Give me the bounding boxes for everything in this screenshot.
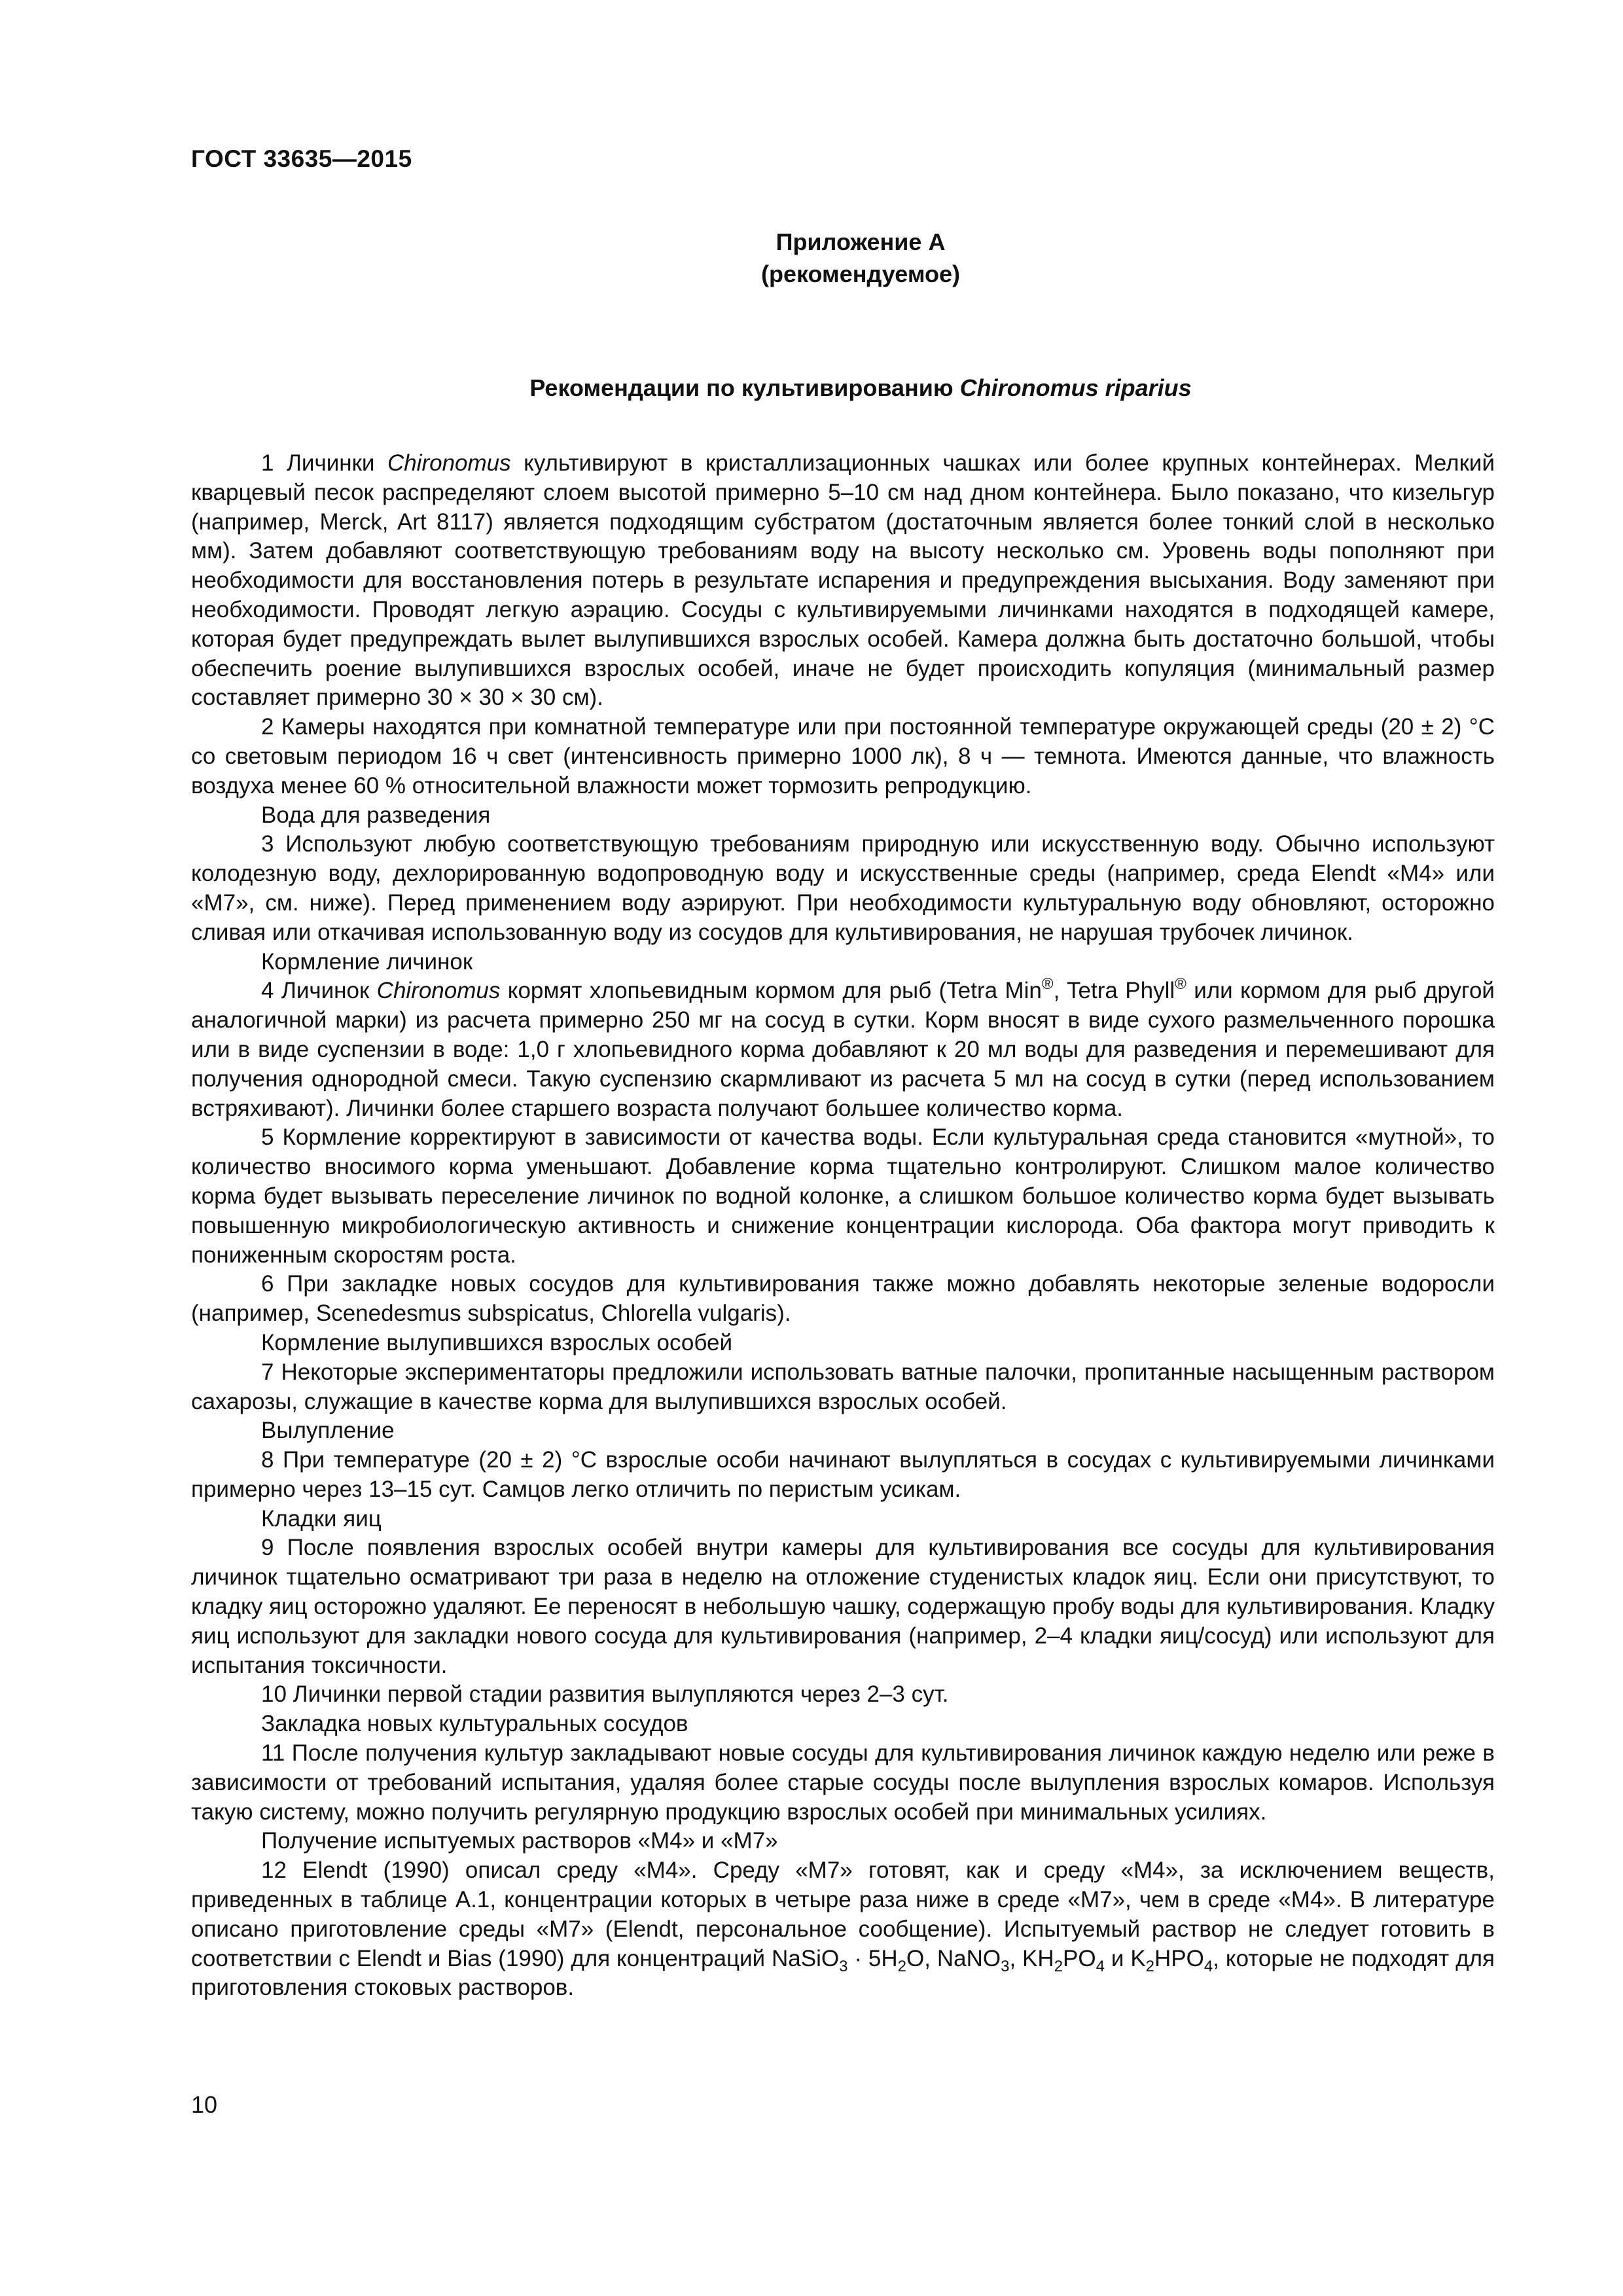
- paragraph-10: 10 Личинки первой стадии развития вылупляются через 2–3 сут.: [261, 1681, 949, 1708]
- paragraph-7: 7 Некоторые экспериментаторы предложили использовать ватные палочки, пропитанные насыщенным раствором сахарозы, служащие в качестве корма для вылупившихся взрослых особей.: [191, 1359, 1495, 1414]
- appendix-title: Приложение А: [776, 228, 946, 255]
- subheading-new-vessels: Закладка новых культуральных сосудов: [261, 1711, 688, 1737]
- p4-text-c: , Tetra Phyll: [1053, 978, 1175, 1004]
- p4-text-b: кормят хлопьевидным кормом для рыб (Tetra Min: [500, 978, 1042, 1004]
- subscript: 2: [897, 1957, 906, 1975]
- p4-text-a: 4 Личинок: [261, 978, 377, 1004]
- p1-number: 1 Личинки: [261, 450, 387, 476]
- p1-text: культивируют в кристаллизационных чашках или более крупных контейнерах. Мелкий кварцевый песок распределяют слоем высотой примерно 5–10 см над дном контейнера. Было показано, что кизельгур (например, Merck, Art 8117) является подходящим субстратом (достаточным является более тонкий слой в несколько мм). Затем добавляют соответствующую требованиям воду на высоту несколько см. Уровень воды пополняют при необходимости для восстановления потерь в результате испарения и предупреждения высыхания. Воду заменяют при необходимости. Проводят легкую аэрацию. Сосуды с культивируемыми личинками находятся в подходящей камере, которая будет предупреждать вылет вылупившихся взрослых особей. Камера должна быть достаточно большой, чтобы обеспечить роение вылупившихся взрослых особей, иначе не будет происходить копуляция (минимальный размер составляет примерно 30 × 30 × 30 см).: [191, 450, 1495, 711]
- p12-text-g: HPO: [1154, 1945, 1204, 1971]
- paragraph-8: 8 При температуре (20 ± 2) °C взрослые особи начинают вылупляться в сосудах с культивируемыми личинками примерно через 13–15 сут. Самцов легко отличить по перистым усикам.: [191, 1447, 1495, 1502]
- section-title-text: Рекомендации по культивированию: [529, 374, 960, 401]
- subheading-water: Вода для разведения: [261, 802, 491, 828]
- registered-mark: ®: [1175, 975, 1186, 994]
- p12-text-c: O, NaNO: [906, 1945, 1001, 1971]
- p12-text-f: и K: [1104, 1945, 1146, 1971]
- p12-text-e: PO: [1063, 1945, 1096, 1971]
- appendix-heading: [0, 226, 1623, 290]
- registered-mark: ®: [1041, 975, 1054, 994]
- subscript: 4: [1204, 1957, 1213, 1975]
- p1-species: Chironomus: [387, 450, 511, 476]
- paragraph-9: 9 После появления взрослых особей внутри камеры для культивирования все сосуды для культивирования личинок тщательно осматривают три раза в неделю на отложение студенистых кладок яиц. Если они присутствуют, то кладку яиц осторожно удаляют. Ее переносят в небольшую чашку, содержащую пробу воды для культивирования. Кладку яиц используют для закладки нового сосуда для культивирования (например, 2–4 кладки яиц/сосуд) или используют для испытания токсичности.: [191, 1535, 1495, 1678]
- section-title: [0, 374, 1623, 402]
- subheading-egg-masses: Кладки яиц: [261, 1505, 382, 1532]
- document-code: ГОСТ 33635—2015: [191, 145, 412, 172]
- paragraph-4: [191, 977, 1495, 1123]
- document-body: [191, 449, 1495, 2003]
- p4-text-d: или кормом для рыб другой аналогичной марки) из расчета примерно 250 мг на сосуд в сутки. Корм вносят в виде сухого размельченного порошка или в виде суспензии в воде: 1,0 г хлопьевидного корма добавляют к 20 мл воды для разведения и перемешивают для получения однородной смеси. Такую суспензию скармливают из расчета 5 мл на сосуд в сутки (перед использованием встряхивают). Личинки более старшего возраста получают большее количество корма.: [191, 978, 1495, 1121]
- section-title-species: Chironomus riparius: [959, 374, 1192, 401]
- appendix-status: (рекомендуемое): [761, 260, 960, 287]
- paragraph-12: [191, 1856, 1495, 2003]
- subheading-larvae-feeding: Кормление личинок: [261, 948, 473, 975]
- paragraph-1: [191, 449, 1495, 713]
- paragraph-2: 2 Камеры находятся при комнатной температуре или при постоянной температуре окружающей среды (20 ± 2) °C со световым периодом 16 ч свет (интенсивность примерно 1000 лк), 8 ч — темнота. Имеются данные, что влажность воздуха менее 60 % относительной влажности может тормозить репродукцию.: [191, 714, 1495, 798]
- p12-text-h: , которые не подходят для приготовления стоковых растворов.: [191, 1945, 1495, 2001]
- subscript: 2: [1054, 1957, 1063, 1975]
- paragraph-6: 6 При закладке новых сосудов для культивирования также можно добавлять некоторые зеленые водоросли (например, Scenedesmus subspicatus, Chlorella vulgaris).: [191, 1271, 1495, 1327]
- subheading-emergence: Вылупление: [261, 1418, 395, 1444]
- paragraph-5: 5 Кормление корректируют в зависимости от качества воды. Если культуральная среда становится «мутной», то количество вносимого корма уменьшают. Добавление корма тщательно контролируют. Слишком малое количество корма будет вызывать переселение личинок по водной колонке, а слишком большое количество корма будет вызывать повышенную микробиологическую активность и снижение концентрации кислорода. Оба фактора могут приводить к пониженным скоростям роста.: [191, 1124, 1495, 1268]
- subheading-adults-feeding: Кормление вылупившихся взрослых особей: [261, 1329, 732, 1355]
- subheading-test-solutions: Получение испытуемых растворов «M4» и «M7»: [261, 1828, 778, 1854]
- p4-species: Chironomus: [376, 978, 501, 1004]
- p12-text-b: · 5H: [847, 1945, 898, 1971]
- page-number: 10: [191, 2091, 218, 2118]
- p12-text-a: 12 Elendt (1990) описал среду «M4». Среду «M7» готовят, как и среду «M4», за исключением веществ, приведенных в таблице А.1, концентрации которых в четыре раза ниже в среде «M7», чем в среде «M4». В литературе описано приготовление среды «M7» (Elendt, персональное сообщение). Испытуемый раствор не следует готовить в соответствии с Elendt и Bias (1990) для концентраций NaSiO: [191, 1857, 1495, 1971]
- paragraph-3: 3 Используют любую соответствующую требованиям природную или искусственную воду. Обычно используют колодезную воду, дехлорированную водопроводную воду и искусственные среды (например, среда Elendt «M4» или «M7», см. ниже). Перед применением воду аэрируют. При необходимости культуральную воду обновляют, осторожно сливая или откачивая использованную воду из сосудов для культивирования, не нарушая трубочек личинок.: [191, 831, 1495, 945]
- paragraph-11: 11 После получения культур закладывают новые сосуды для культивирования личинок каждую неделю или реже в зависимости от требований испытания, удаляя более старые сосуды после вылупления взрослых комаров. Используя такую систему, можно получить регулярную продукцию взрослых особей при минимальных усилиях.: [191, 1740, 1495, 1825]
- p12-text-d: , KH: [1009, 1945, 1054, 1971]
- subscript: 4: [1096, 1957, 1105, 1975]
- subscript: 3: [839, 1957, 848, 1975]
- subscript: 2: [1145, 1957, 1155, 1975]
- subscript: 3: [1001, 1957, 1010, 1975]
